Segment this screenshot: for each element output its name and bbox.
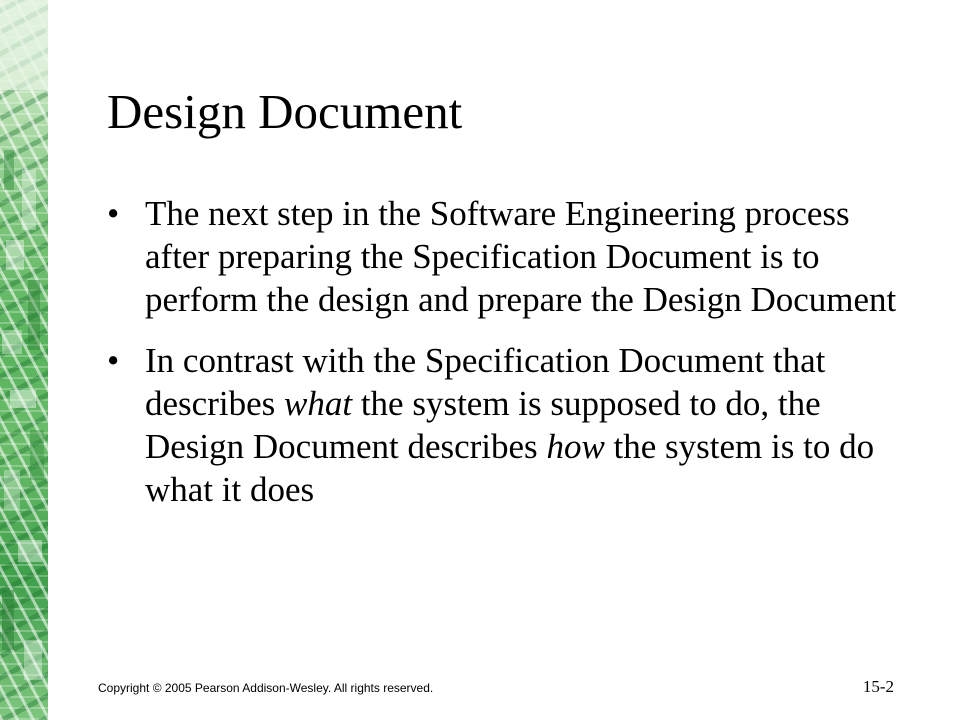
emphasized-text: what	[283, 384, 353, 423]
bullet-text-segment: In contrast with the Specification Document that describes	[145, 341, 826, 423]
bullet-list	[107, 192, 897, 529]
slide-title: Design Document	[107, 84, 463, 139]
side-decorative-image	[0, 0, 48, 720]
footer-copyright: Copyright © 2005 Pearson Addison-Wesley. All rights reserved.	[98, 681, 434, 695]
bullet-marker: •	[107, 194, 120, 233]
bullet-text	[145, 341, 874, 509]
bullet-text-segment: The next step in the Software Engineering process after preparing the Specification Document is to perform the design and prepare the Design Document	[145, 194, 897, 319]
page-number: 15-2	[862, 677, 894, 696]
emphasized-text: how	[546, 427, 605, 466]
bullet-item	[107, 192, 897, 321]
bullet-text	[145, 194, 896, 319]
bullet-marker: •	[107, 341, 120, 380]
bullet-item	[107, 339, 897, 511]
bullet-text-segment: the system is to do what it does	[145, 427, 875, 509]
bullet-text-segment: the system is supposed to do, the Design Document describes	[145, 384, 821, 466]
